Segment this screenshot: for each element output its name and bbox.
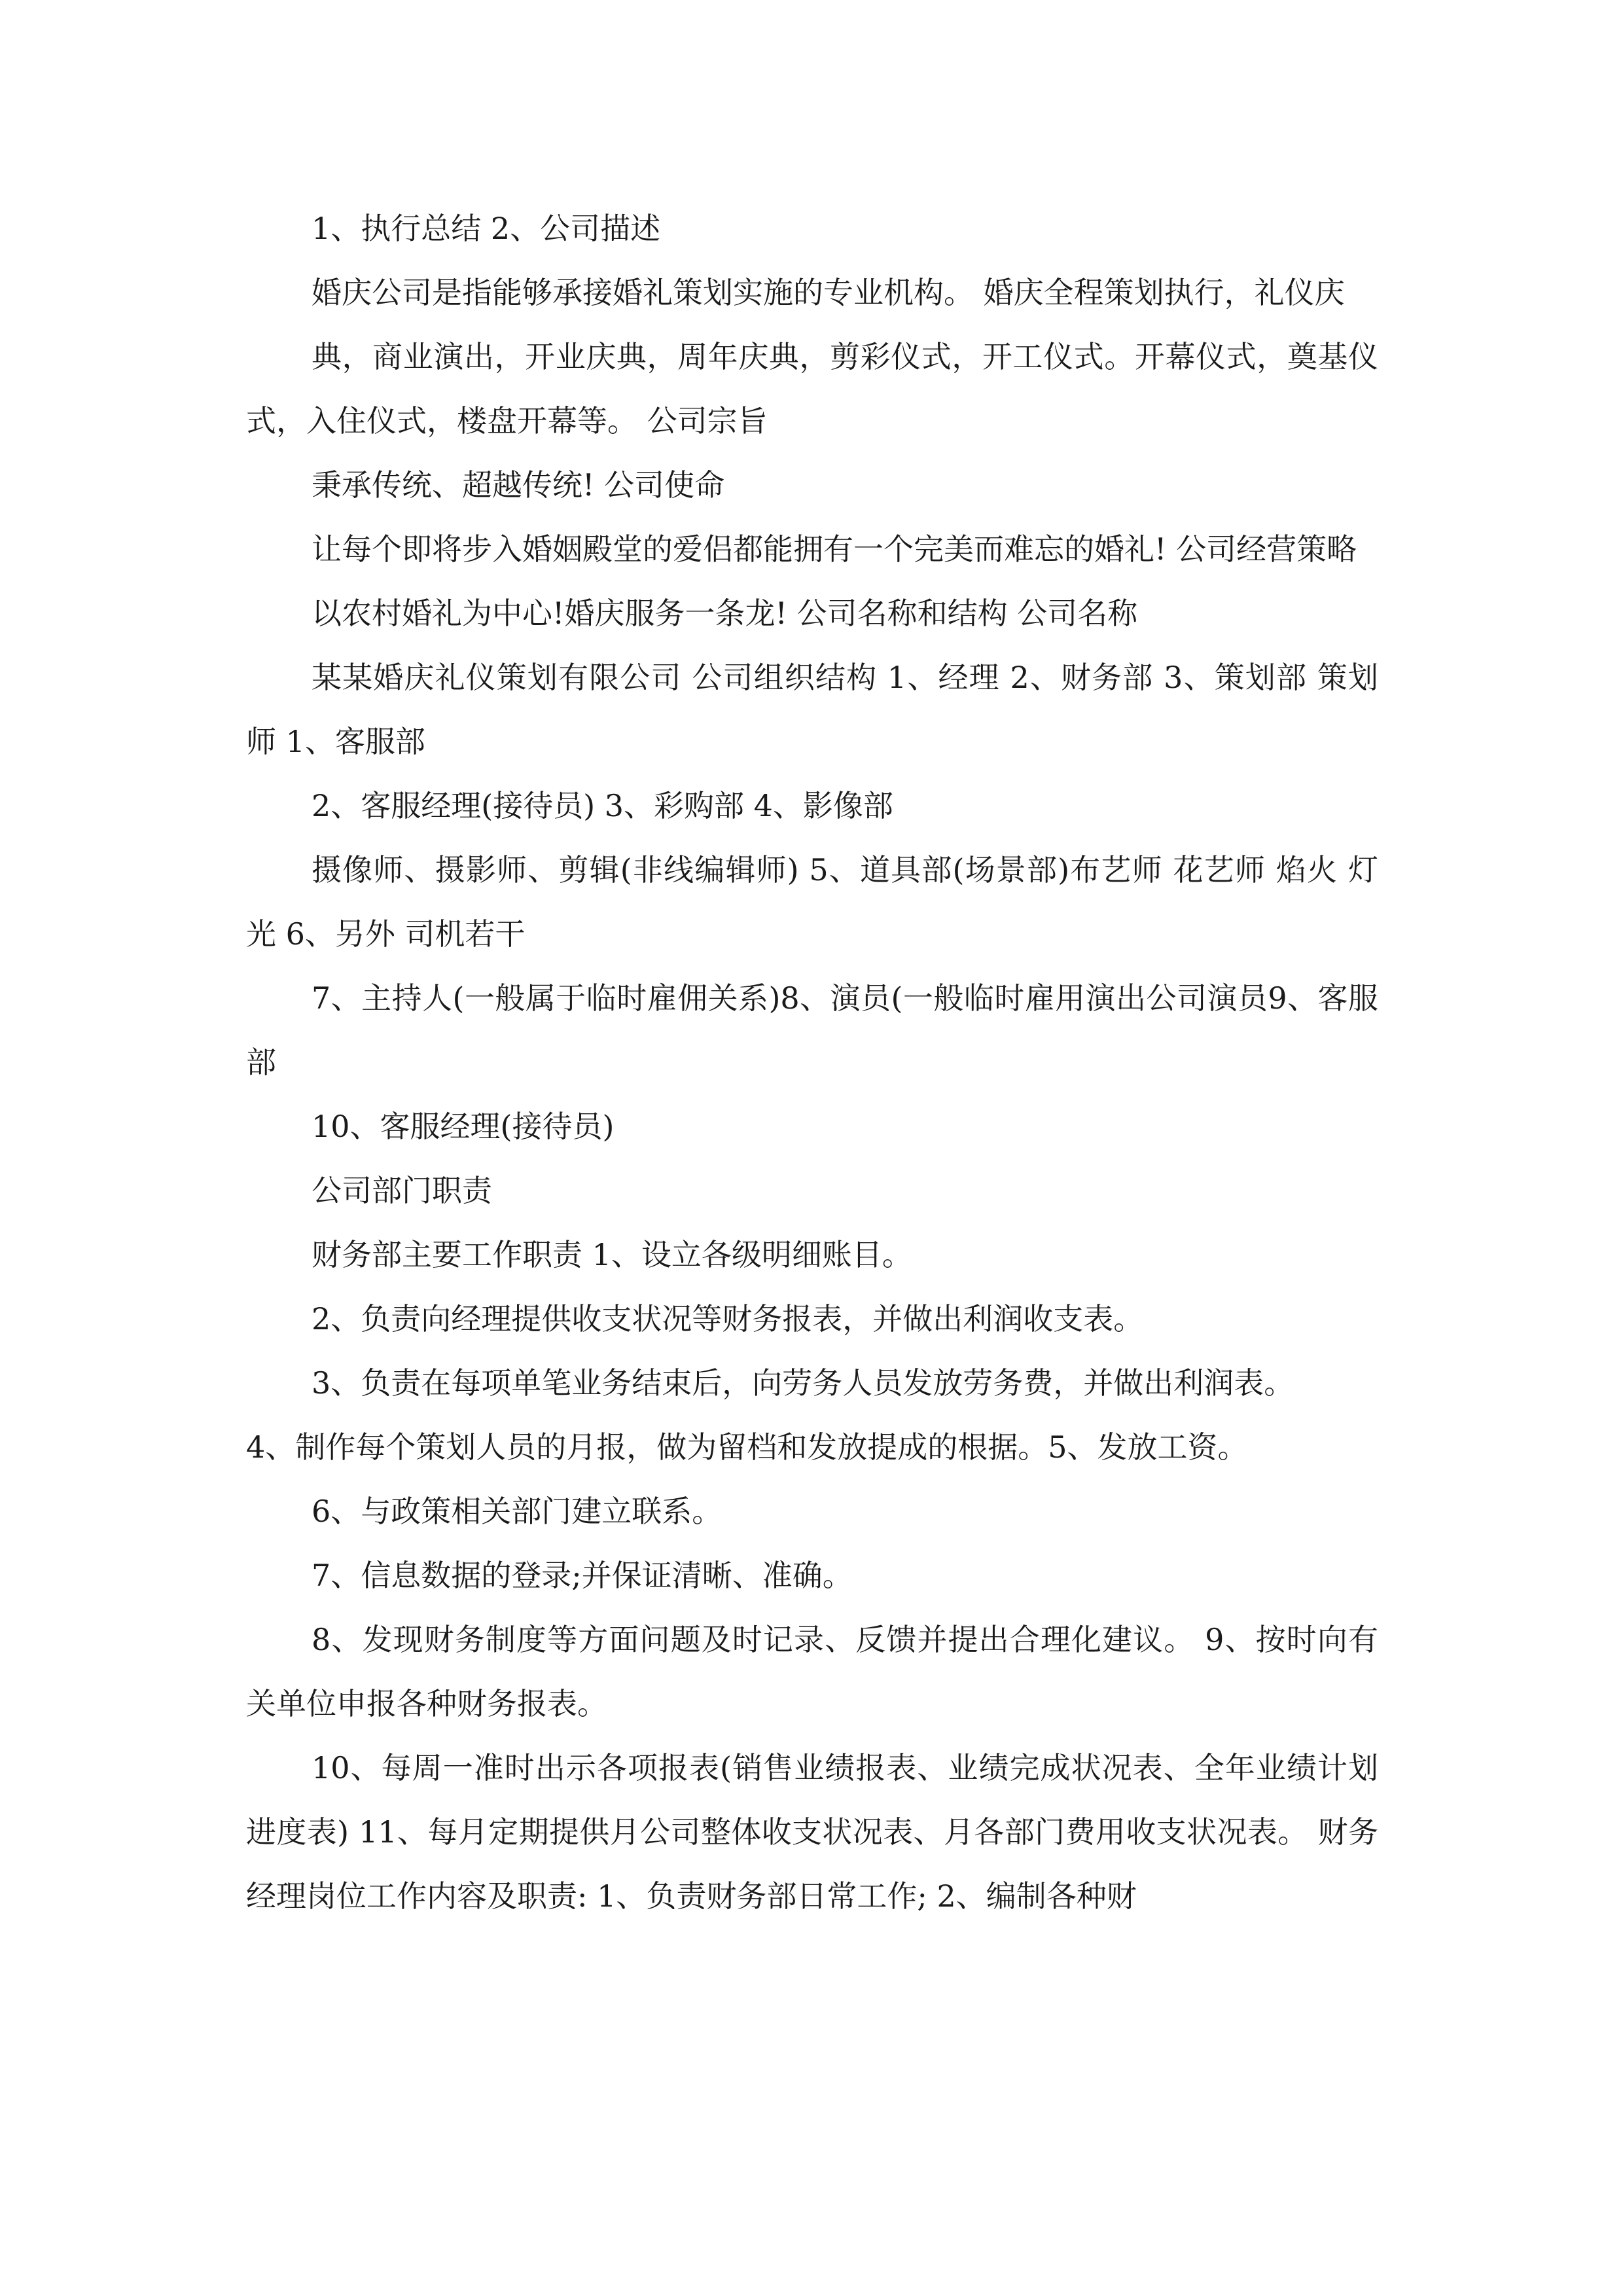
paragraph-14: 2、负责向经理提供收支状况等财务报表，并做出利润收支表。 — [312, 1301, 1144, 1336]
paragraph-3: 典，商业演出，开业庆典，周年庆典，剪彩仪式，开工仪式。开幕仪式，奠基仪 式，入住仪式，楼盘开幕等。 公司宗旨 — [246, 339, 1398, 439]
paragraph-4: 秉承传统、超越传统! 公司使命 — [312, 467, 725, 503]
paragraph-11: 10、客服经理(接待员) — [312, 1109, 615, 1144]
paragraph-15: 3、负责在每项单笔业务结束后，向劳务人员发放劳务费，并做出利润表。 — [312, 1365, 1294, 1401]
paragraph-2: 婚庆公司是指能够承接婚礼策划实施的专业机构。 婚庆全程策划执行，礼仪庆 — [312, 275, 1345, 310]
paragraph-1: 1、执行总结 2、公司描述 — [312, 211, 661, 246]
paragraph-12: 公司部门职责 — [312, 1173, 492, 1208]
paragraph-17: 6、与政策相关部门建立联系。 — [312, 1494, 722, 1529]
paragraph-20: 10、每周一准时出示各项报表(销售业绩报表、业绩完成状况表、全年业绩计划进度表) 11、每月定期提供月公司整体收支状况表、月各部门费用收支状况表。 财务经理岗位工作内容及职责: 1、负责财务部日常工作; 2、编制各种财 — [246, 1750, 1378, 1914]
paragraph-18: 7、信息数据的登录;并保证清晰、准确。 — [312, 1558, 853, 1593]
document-page — [246, 196, 1398, 1928]
paragraph-16: 4、制作每个策划人员的月报，做为留档和发放提成的根据。5、发放工资。 — [246, 1429, 1248, 1465]
paragraph-8: 2、客服经理(接待员) 3、彩购部 4、影像部 — [312, 788, 893, 823]
paragraph-19: 8、发现财务制度等方面问题及时记录、反馈并提出合理化建议。 9、按时向有关单位申报各种财务报表。 — [246, 1622, 1378, 1721]
paragraph-10: 7、主持人(一般属于临时雇佣关系)8、演员(一般临时雇用演出公司演员9、客服部 — [246, 980, 1378, 1080]
paragraph-5: 让每个即将步入婚姻殿堂的爱侣都能拥有一个完美而难忘的婚礼! 公司经营策略 — [312, 531, 1357, 567]
paragraph-6: 以农村婚礼为中心!婚庆服务一条龙! 公司名称和结构 公司名称 — [312, 596, 1138, 631]
paragraph-9: 摄像师、摄影师、剪辑(非线编辑师) 5、道具部(场景部)布艺师 花艺师 焰火 灯光 6、另外 司机若干 — [246, 852, 1378, 952]
paragraph-7: 某某婚庆礼仪策划有限公司 公司组织结构 1、经理 2、财务部 3、策划部 策划师 1、客服部 — [246, 660, 1378, 759]
paragraph-13: 财务部主要工作职责 1、设立各级明细账目。 — [312, 1237, 912, 1272]
